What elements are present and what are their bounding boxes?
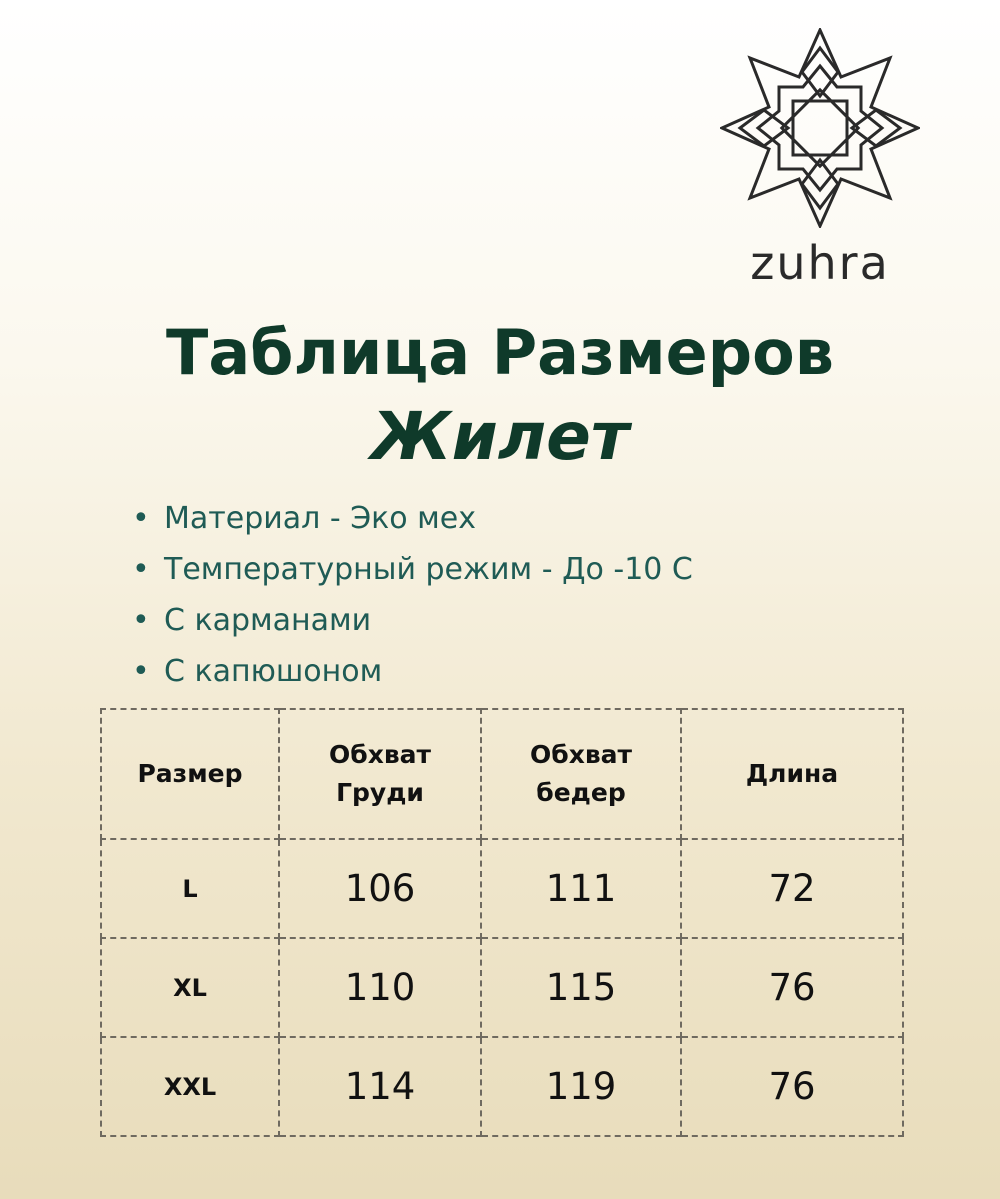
cell-hips: 111 — [481, 839, 681, 938]
feature-item — [132, 650, 693, 701]
bullet-icon: • — [132, 552, 150, 587]
bullet-icon: • — [132, 501, 150, 536]
feature-item — [132, 497, 693, 548]
cell-chest: 106 — [279, 839, 481, 938]
header-chest: Обхват Груди — [279, 709, 481, 839]
table-row — [101, 938, 903, 1037]
brand-logo — [720, 28, 920, 298]
table-row — [101, 839, 903, 938]
cell-chest: 114 — [279, 1037, 481, 1136]
page-title: Таблица Размеров — [166, 316, 834, 389]
header-hips: Обхват бедер — [481, 709, 681, 839]
cell-length: 76 — [681, 1037, 903, 1136]
cell-size: L — [101, 839, 279, 938]
cell-hips: 115 — [481, 938, 681, 1037]
feature-text: С капюшоном — [164, 654, 383, 689]
table-row — [101, 1037, 903, 1136]
bullet-icon: • — [132, 603, 150, 638]
header-size: Размер — [101, 709, 279, 839]
feature-text: Материал - Эко мех — [164, 501, 476, 536]
cell-length: 76 — [681, 938, 903, 1037]
cell-size: XXL — [101, 1037, 279, 1136]
brand-name: zuhra — [750, 236, 890, 290]
cell-size: XL — [101, 938, 279, 1037]
cell-chest: 110 — [279, 938, 481, 1037]
feature-text: С карманами — [164, 603, 372, 638]
feature-text: Температурный режим - До -10 С — [164, 552, 693, 587]
feature-item — [132, 599, 693, 650]
header-length: Длина — [681, 709, 903, 839]
cell-length: 72 — [681, 839, 903, 938]
feature-item — [132, 548, 693, 599]
bullet-icon: • — [132, 654, 150, 689]
feature-list — [132, 497, 693, 701]
cell-hips: 119 — [481, 1037, 681, 1136]
table-header-row — [101, 709, 903, 839]
geometric-star-icon — [720, 28, 920, 228]
product-name: Жилет — [370, 398, 630, 475]
size-table — [100, 708, 904, 1137]
